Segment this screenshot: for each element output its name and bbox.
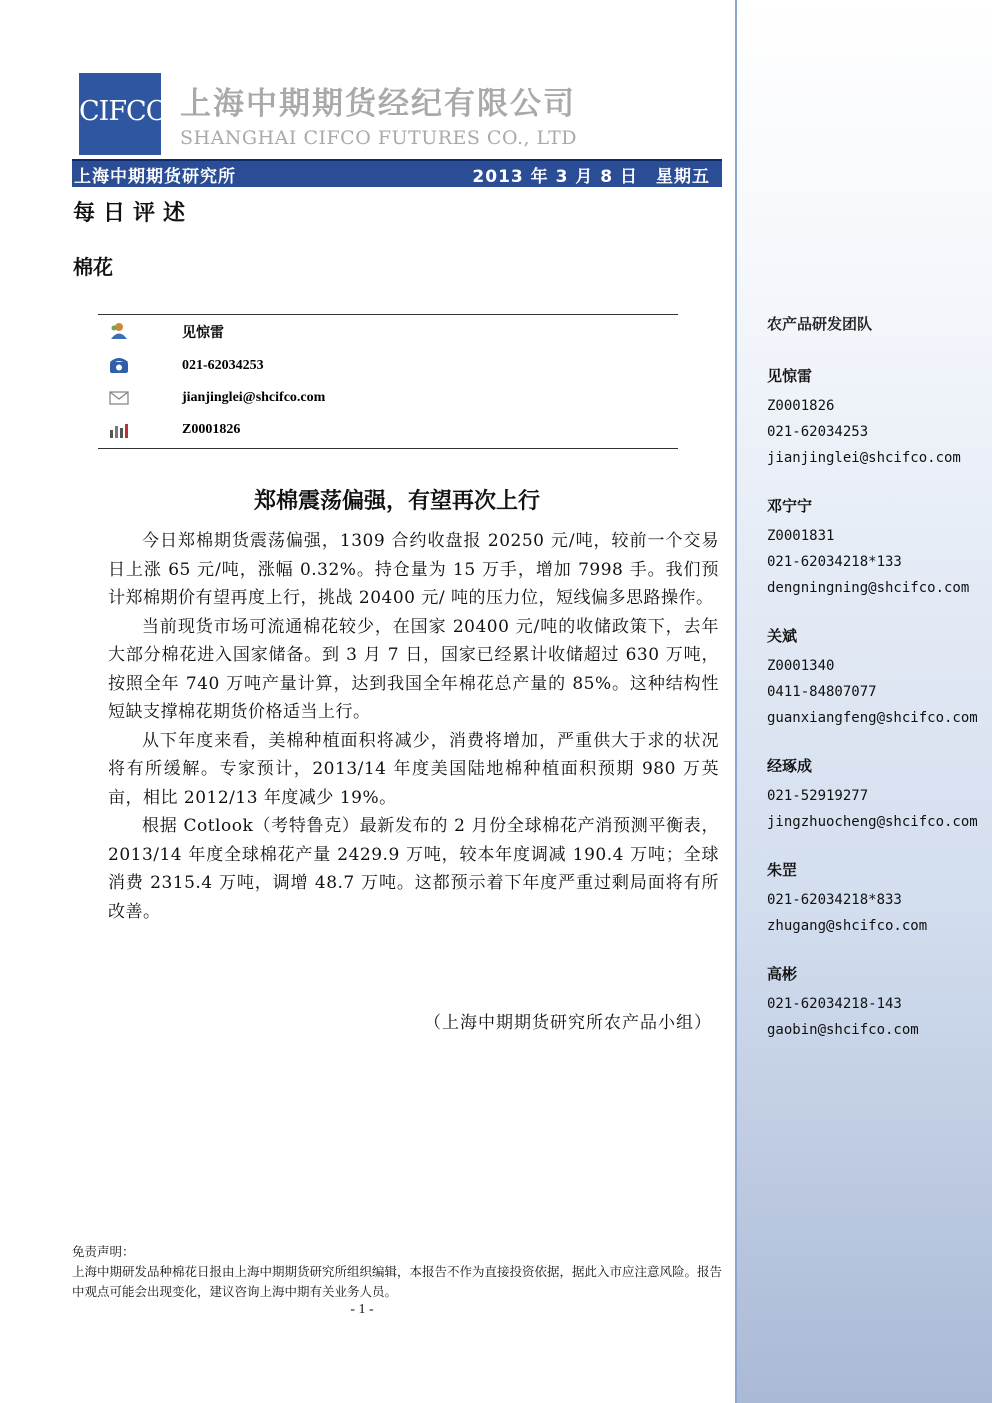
analyst-name: 见惊雷 xyxy=(182,326,224,341)
contact-row-email xyxy=(98,387,678,411)
article-body xyxy=(108,527,719,926)
analyst-license: Z0001826 xyxy=(182,422,241,437)
paragraph: 从下年度来看，美棉种植面积将减少，消费将增加，严重供大于求的状况将有所缓解。专家预计，2013/14 年度美国陆地棉种植面积预期 980 万英亩，相比 2012/13 年度减少 19%。 xyxy=(108,730,719,808)
member-license: Z0001826 xyxy=(767,398,835,414)
member-email[interactable]: gaobin@shcifco.com xyxy=(767,1022,919,1038)
member-phone: 0411-84807077 xyxy=(767,684,877,700)
member-phone: 021-62034253 xyxy=(767,424,869,440)
team-member xyxy=(767,495,969,601)
team-member xyxy=(767,625,978,731)
member-name: 见惊雷 xyxy=(767,367,813,385)
disclaimer-title: 免责声明： xyxy=(72,1244,135,1259)
mail-icon xyxy=(108,389,130,407)
member-phone: 021-62034218*133 xyxy=(767,554,902,570)
member-email[interactable]: dengningning@shcifco.com xyxy=(767,580,970,596)
member-email[interactable]: guanxiangfeng@shcifco.com xyxy=(767,710,978,726)
member-email[interactable]: jingzhuocheng@shcifco.com xyxy=(767,814,978,830)
paragraph: 今日郑棉期货震荡偏强，1309 合约收盘报 20250 元/吨，较前一个交易日上涨 65 元/吨，涨幅 0.32%。持仓量为 15 万手，增加 7998 手。我们预计郑棉期价有望再度上行，挑战 20400 元/ 吨的压力位，短线偏多思路操作。 xyxy=(108,531,719,608)
chart-icon xyxy=(108,421,130,439)
contact-row-phone xyxy=(98,355,678,379)
member-name: 高彬 xyxy=(767,965,798,983)
member-email[interactable]: jianjinglei@shcifco.com xyxy=(767,450,961,466)
member-name: 关斌 xyxy=(767,627,798,645)
logo-text: CIFCO xyxy=(79,96,167,127)
page-number: - 1 - xyxy=(350,1302,374,1317)
contact-row-name xyxy=(98,319,678,343)
disclaimer xyxy=(72,1242,722,1302)
institute-name: 上海中期期货研究所 xyxy=(74,167,236,187)
member-name: 邓宁宁 xyxy=(767,497,813,515)
member-name: 经琢成 xyxy=(767,757,813,775)
member-phone: 021-52919277 xyxy=(767,788,869,804)
company-name-en: SHANGHAI CIFCO FUTURES CO., LTD xyxy=(180,127,578,149)
contact-row-license xyxy=(98,419,678,443)
header-bar xyxy=(72,159,722,187)
member-license: Z0001831 xyxy=(767,528,835,544)
member-email[interactable]: zhugang@shcifco.com xyxy=(767,918,928,934)
team-member xyxy=(767,755,978,835)
member-phone: 021-62034218-143 xyxy=(767,996,902,1012)
analyst-contact-box xyxy=(98,314,678,449)
paragraph: 当前现货市场可流通棉花较少，在国家 20400 元/吨的收储政策下，去年大部分棉花进入国家储备。到 3 月 7 日，国家已经累计收储超过 630 万吨，按照全年 740 万吨产量计算，达到我国全年棉花总产量的 85%。这种结构性短缺支撑棉花期货价格适当上行。 xyxy=(108,616,719,722)
analyst-phone: 021-62034253 xyxy=(182,358,264,373)
author-signature: （上海中期期货研究所农产品小组） xyxy=(424,1013,712,1033)
analyst-email[interactable]: jianjinglei@shcifco.com xyxy=(182,390,326,405)
article-headline: 郑棉震荡偏强，有望再次上行 xyxy=(253,489,540,514)
company-name-cn: 上海中期期货经纪有限公司 xyxy=(180,86,576,122)
member-phone: 021-62034218*833 xyxy=(767,892,902,908)
member-license: Z0001340 xyxy=(767,658,835,674)
team-title: 农产品研发团队 xyxy=(767,315,873,333)
report-type: 每日评述 xyxy=(73,201,194,226)
team-member xyxy=(767,859,927,939)
disclaimer-text: 上海中期研发品种棉花日报由上海中期期货研究所组织编辑，本报告不作为直接投资依据，据此入市应注意风险。报告中观点可能会出现变化，建议咨询上海中期有关业务人员。 xyxy=(72,1264,723,1299)
member-name: 朱罡 xyxy=(767,861,798,879)
team-member xyxy=(767,365,961,471)
paragraph: 根据 Cotlook（考特鲁克）最新发布的 2 月份全球棉花产消预测平衡表，2013/14 年度全球棉花产量 2429.9 万吨，较本年度调减 190.4 万吨；全球消费 2315.4 万吨，调增 48.7 万吨。这都预示着下年度严重过剩局面将有所改善。 xyxy=(108,816,719,922)
report-date: 2013 年 3 月 8 日 星期五 xyxy=(472,167,710,187)
research-team-sidebar xyxy=(735,0,992,1403)
person-icon xyxy=(108,321,130,339)
team-member xyxy=(767,963,919,1043)
phone-icon xyxy=(108,357,130,375)
commodity-title: 棉花 xyxy=(73,255,113,279)
